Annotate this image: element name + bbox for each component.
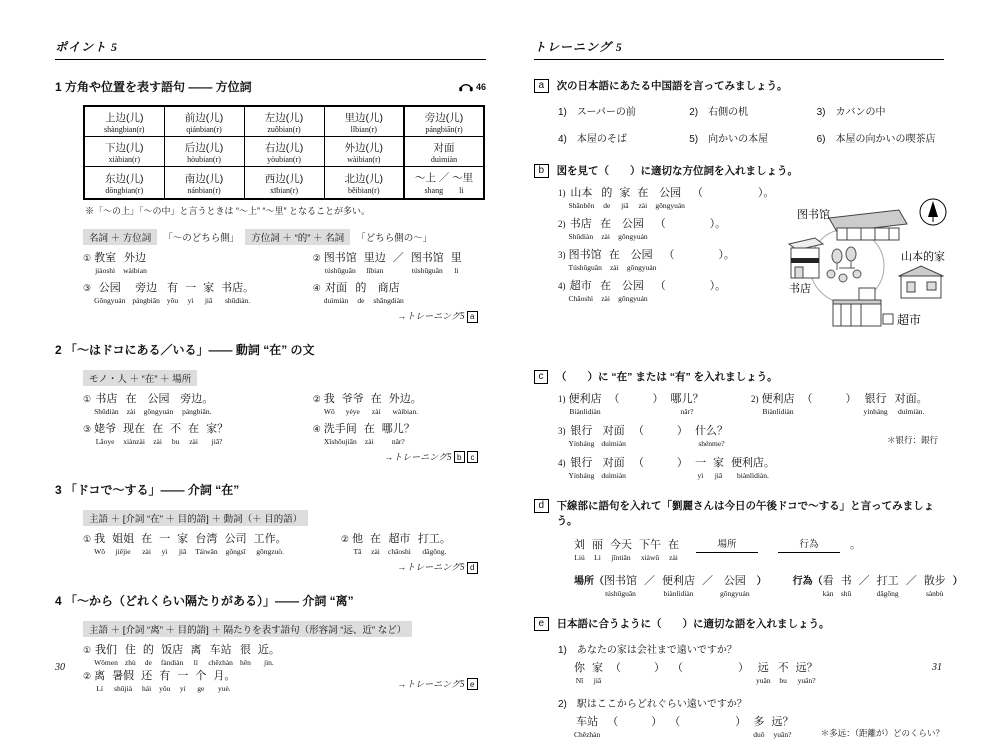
exercise-a-item: 2) 右側の机	[689, 107, 749, 118]
word-group: 图书馆 túshūguǎn	[323, 252, 357, 275]
word-group: 家 jiā	[177, 533, 189, 556]
word-group: 公园 gōngyuán	[626, 249, 657, 272]
audio-track	[458, 78, 486, 95]
direction-words-table	[83, 105, 485, 200]
section3-pattern-tags	[83, 510, 486, 526]
word-group: 在 zài	[188, 422, 200, 446]
exercise-a-header	[534, 78, 944, 93]
word-group: 公园 Gōngyuán	[94, 282, 126, 305]
boxed-letter: a	[467, 311, 478, 323]
exercise-e-item2	[558, 695, 944, 739]
word-group: 洗手间 Xǐshǒujiān	[323, 422, 357, 446]
example-sentence: ① 教室 jiàoshì 外边 wàibian	[83, 252, 147, 275]
word-group: 姥爷 Lǎoye	[94, 422, 117, 446]
map-label-supermarket: 超市	[897, 313, 922, 327]
page-left	[0, 0, 500, 693]
direction-word-cell: 左边(儿) zuǒbian(r)	[244, 106, 324, 137]
vocab-note: ＊多远：（距離が）どのくらい？	[820, 728, 944, 738]
word-group: 书店 Shūdiàn	[94, 392, 119, 416]
word-group: 公园 gōngyuán	[720, 575, 750, 598]
table-note: ※「～の上」「～の中」と言うときは “～上” “～里” となることが多い。	[85, 206, 370, 216]
word-group: 工作。 gōngzuò.	[253, 533, 287, 556]
section2-examples	[83, 392, 486, 448]
word-group: 书店 Shūdiàn	[568, 218, 594, 241]
exercise-a-items	[558, 103, 944, 145]
pattern-caption: 「～のどちら側」	[163, 233, 240, 244]
word-group: 打工 dǎgōng	[876, 575, 899, 598]
word-group: （ ）	[607, 716, 663, 728]
section3-title: 3 「ドコで～する」—— 介詞 “在”	[55, 483, 240, 497]
word-group: 一 yí	[177, 669, 189, 693]
page-right	[500, 0, 982, 739]
word-group: ／	[905, 575, 917, 587]
word-group: 打工。 dǎgōng.	[417, 533, 451, 556]
word-group: 图书馆 túshūguǎn	[410, 252, 444, 275]
word-group: 对面 duìmiàn	[323, 282, 349, 305]
word-group: 我 Wǒ	[94, 533, 106, 556]
page-header-point: ポイント 5	[55, 38, 486, 60]
blank-action: 行為	[778, 538, 840, 553]
word-group: ／	[644, 575, 655, 587]
training-ref: →トレーニング5 e	[55, 677, 478, 691]
audio-number: 46	[475, 81, 486, 92]
example-sentence: ④ 洗手间 Xǐshǒujiān 在 zài 哪儿？ nǎr?	[312, 422, 415, 446]
word-group: 对面。 duìmiàn.	[894, 393, 928, 416]
word-group: 爷爷 yéye	[341, 392, 364, 416]
page-header-training: トレーニング 5	[534, 38, 944, 60]
word-group: 还 hái	[141, 669, 153, 693]
word-group: （ ）	[632, 425, 688, 437]
word-group: 旁边。 pángbiān.	[180, 392, 214, 416]
section4-title-row	[55, 592, 486, 609]
exercise-letter-box: d	[534, 499, 549, 513]
exercise-d-options	[574, 574, 963, 598]
option-group-place: $^{場所(}$ 图书馆 túshūguǎn ／ 便利店 biànlìdiàn ／ 公园 gōngyuán ）	[574, 575, 767, 598]
boxed-letter: c	[467, 451, 478, 463]
exercise-d-prompt: 下線部に語句を入れて「劉麗さんは今日の午後ドコで～する」と言ってみましょう。	[556, 500, 935, 527]
pattern-tag: 名詞 ＋ 方位詞	[83, 229, 157, 245]
word-group: 什么？ shénme?	[694, 425, 728, 448]
bookstore-building	[789, 238, 823, 278]
word-group: 远 yuǎn	[756, 662, 771, 685]
example-sentence: ① 书店 Shūdiàn 在 zài 公园 gōngyuán 旁边。 pángbiān.	[83, 392, 214, 416]
pattern-tag: 主語 ＋ [介詞 “离” ＋ 目的語] ＋ 隔たりを表す語句（形容詞 “远、近” など）	[83, 621, 412, 637]
word-group: 在 zài	[369, 533, 381, 556]
word-group: 旁边 pángbiān	[132, 282, 160, 305]
word-group: 一 yì	[159, 533, 171, 556]
word-group: 姐姐 jiějie	[112, 533, 135, 556]
word-group: 散步 sànbù	[923, 575, 946, 598]
word-group: 公司 gōngsī	[224, 533, 247, 556]
word-group: （ ）	[672, 662, 749, 674]
word-group: 车站 Chēzhàn	[574, 716, 601, 739]
exercise-c-prompt: （ ）に “在” または “有” を入れましょう。	[556, 371, 778, 383]
section2-title: 2 「～はドコにある／いる」—— 動詞 “在” の文	[55, 342, 315, 357]
park-trees	[827, 247, 861, 282]
word-group: 在 zài	[600, 280, 612, 303]
word-group: 家 jiā	[712, 457, 724, 480]
word-group: 商店 shāngdiàn	[373, 282, 404, 305]
training-ref: →トレーニング5 d	[55, 560, 478, 574]
fill-blank-sentence	[574, 661, 944, 685]
word-group: 的 de	[601, 187, 613, 210]
direction-word-cell: 上边(儿) shàngbian(r)	[84, 106, 164, 137]
exercise-d-header	[534, 498, 944, 528]
library-building	[829, 210, 907, 240]
word-group: ／	[858, 575, 870, 587]
word-group: 公园 gōngyuán	[618, 218, 648, 241]
direction-word-cell: 里边(儿) lǐbian(r)	[324, 106, 404, 137]
word-group: 的 de	[142, 643, 154, 667]
section1-title: 1 方角や位置を表す語句 —— 方位詞	[55, 80, 252, 94]
option-group-action: $^{行為(}$ 看 kàn 书 shū ／ 打工 dǎgōng ／ 散步 sànbù ）	[792, 575, 963, 598]
word-group: 图书馆 túshūguǎn	[604, 575, 637, 598]
page-number-right: 31	[932, 662, 942, 673]
direction-word-cell: 南边(儿) nánbian(r)	[164, 167, 244, 200]
word-group: 离 lí	[190, 643, 202, 667]
word-group: 便利店。 biànlìdiàn.	[730, 457, 775, 480]
word-group: （ ）。	[663, 249, 735, 261]
word-group: ／	[702, 575, 713, 587]
japanese-prompt: 2) 駅はここからどれぐらい遠いですか？	[558, 699, 747, 710]
word-group: 书 shū	[840, 575, 852, 598]
word-group: （ ）。	[654, 218, 727, 230]
fill-blank-sentence: $^{3)}$ 图书馆 Túshūguǎn 在 zài 公园 gōngyuán （ ）。	[558, 249, 735, 272]
direction-word-cell: 旁边(儿) pángbiān(r)	[404, 106, 484, 137]
exercise-b-items	[534, 186, 781, 351]
word-group: 教室 jiàoshì	[94, 252, 117, 275]
word-group: 对面 duìmiàn	[601, 457, 626, 480]
map-label-bookstore: 书店	[789, 283, 812, 295]
exercise-b-header	[534, 163, 944, 178]
word-group: 银行 yínháng	[863, 393, 888, 416]
example-sentence: ① 我们 Wǒmen 住 zhù 的 de 饭店 fàndiàn 离 lí 车站 chēzhàn 很 hěn 近。 jìn.	[83, 643, 280, 667]
fill-blank-sentence: $^{1)}$ 山本 Shānběn 的 de 家 jiā 在 zài 公园 gōngyuán （ ）。	[558, 187, 775, 210]
map-label-house: 山本的家	[901, 251, 946, 263]
direction-word-cell: 后边(儿) hòubian(r)	[164, 137, 244, 167]
word-group: 银行 Yínháng	[568, 457, 595, 480]
exercise-a-item: 1) スーパーの前	[558, 107, 636, 118]
word-group: 有 yǒu	[166, 282, 179, 305]
exercise-b-prompt: 図を見て（ ）に適切な方位詞を入れましょう。	[556, 165, 799, 177]
boxed-letter: d	[467, 562, 478, 574]
word-group: 哪儿？ nǎr?	[670, 393, 704, 416]
exercise-c-row2: $^{3)}$ 银行 Yínháng 对面 duìmiàn （ ） 什么？ shénme? ＊银行：銀行	[558, 425, 938, 448]
exercise-a-item: 3) カバンの中	[816, 107, 886, 118]
example-sentence: ③ 姥爷 Lǎoye 现在 xiànzài 在 zài 不 bu 在 zài 家？ jiā?	[83, 422, 229, 446]
map-label-library: 图书馆	[797, 209, 831, 221]
word-group: 我们 Wǒmen	[94, 643, 118, 667]
direction-word-cell: 外边(儿) wàibian(r)	[324, 137, 404, 167]
word-group: （ ）	[610, 662, 665, 674]
boxed-letter: e	[467, 678, 478, 690]
word-group: 住 zhù	[124, 643, 136, 667]
section1-title-row	[55, 78, 486, 95]
section2-title-row	[55, 341, 486, 358]
blank-place: 場所	[696, 538, 758, 553]
section3-examples	[83, 532, 486, 558]
exercise-letter-box: b	[534, 164, 549, 178]
word-group: 有 yǒu	[159, 669, 171, 693]
direction-word-cell: 对面 duìmiàn	[404, 137, 484, 167]
direction-word-cell: 北边(儿) běibian(r)	[324, 167, 404, 200]
exercise-a-item: 6) 本屋の向かいの喫茶店	[816, 134, 936, 145]
word-group: 在 zài	[363, 422, 375, 446]
example-sentence: ① 我 Wǒ 姐姐 jiějie 在 zài 一 yì 家 jiā 台湾 Táiwān 公司 gōngsī 工作。 gōngzuò.	[83, 533, 287, 556]
compass-icon	[920, 199, 946, 225]
word-group: ／	[392, 252, 404, 264]
word-group: 书店。 shūdiàn.	[221, 282, 255, 305]
word-group: （ ）	[669, 716, 747, 728]
word-group: 台湾 Táiwān	[195, 533, 218, 556]
fill-blank-sentence: $^{2)}$ 书店 Shūdiàn 在 zài 公园 gōngyuán （ ）。	[558, 218, 727, 241]
fill-blank-sentence: $^{4)}$ 超市 Chāoshì 在 zài 公园 gōngyuán （ ）。	[558, 280, 727, 303]
section1-examples	[83, 251, 486, 307]
word-group: 车站 chēzhàn	[208, 643, 233, 667]
word-group: 便利店 biànlìdiàn	[662, 575, 695, 598]
park-map-illustration	[781, 186, 963, 351]
word-group: 不 bu	[170, 422, 182, 446]
word-group: 家 jiā	[619, 187, 631, 210]
word-group: 家？ jiā?	[206, 422, 229, 446]
sentence-period: 。	[850, 539, 861, 551]
japanese-prompt: 1) あなたの家は会社まで遠いですか？	[558, 645, 737, 656]
word-group: 他 Tā	[351, 533, 363, 556]
word-group: 近。 jìn.	[257, 643, 280, 667]
exercise-letter-box: c	[534, 370, 548, 384]
word-group: 在 zài	[668, 539, 679, 562]
exercise-c-row1	[558, 392, 944, 416]
direction-word-cell: ～上 ／ ～里 shang li	[404, 167, 484, 200]
training-ref: →トレーニング5 b c	[55, 450, 478, 464]
fill-blank-sentence: $^{2)}$ 便利店 Biànlìdiàn （ ） 银行 yínháng 对面。 duìmiàn.	[751, 393, 928, 416]
word-group: 在 zài	[141, 533, 153, 556]
word-group: 饭店 fàndiàn	[160, 643, 184, 667]
example-sentence: ② 图书馆 túshūguǎn 里边 lǐbian ／ 图书馆 túshūguǎn 里 li	[312, 252, 462, 275]
word-group: 很 hěn	[239, 643, 251, 667]
direction-word-cell: 西边(儿) xībian(r)	[244, 167, 324, 200]
example-sentence: ③ 公园 Gōngyuán 旁边 pángbiān 有 yǒu 一 yì 家 jiā 书店。 shūdiàn.	[83, 282, 255, 305]
word-group: 外边 wàibian	[123, 252, 147, 275]
supermarket-building	[833, 288, 893, 326]
exercise-b-body	[534, 186, 944, 351]
word-group: （ ）	[608, 393, 664, 405]
word-group: （ ）	[632, 457, 688, 469]
direction-word-cell: 东边(儿) dōngbian(r)	[84, 167, 164, 200]
pattern-tag: 主語 ＋ [介詞 “在” ＋ 目的語] ＋ 動詞（＋ 目的語）	[83, 510, 308, 526]
word-group: 暑假 shǔjià	[112, 669, 135, 693]
word-group: 山本 Shānběn	[568, 187, 595, 210]
word-group: 离 Lí	[94, 669, 106, 693]
direction-word-cell: 前边(儿) qiánbian(r)	[164, 106, 244, 137]
pattern-tag: 方位詞 ＋ “的” ＋ 名詞	[245, 229, 350, 245]
word-group: 看 kàn	[822, 575, 834, 598]
word-group: 多 duō	[753, 716, 765, 739]
section3-title-row	[55, 481, 486, 498]
word-group: 丽 Lì	[592, 539, 603, 562]
exercise-letter-box: e	[534, 617, 549, 631]
page-number-left: 30	[55, 662, 65, 673]
word-group: 图书馆 Túshūguǎn	[568, 249, 602, 272]
word-group: 一 yì	[694, 457, 706, 480]
training-ref: →トレーニング5 a	[55, 309, 478, 323]
exercise-c-header	[534, 369, 944, 384]
word-group: 银行 Yínháng	[568, 425, 595, 448]
word-group: 个 ge	[195, 669, 207, 693]
word-group: 外边。 wàibian.	[388, 392, 422, 416]
word-group: 远？ yuǎn?	[795, 662, 818, 685]
word-group: 公园 gōngyuán	[618, 280, 648, 303]
word-group: 哪儿？ nǎr?	[381, 422, 415, 446]
word-group: （ ）	[801, 393, 857, 405]
example-sentence: ② 我 Wǒ 爷爷 yéye 在 zài 外边。 wàibian.	[312, 392, 422, 416]
word-group: 便利店 Biànlìdiàn	[761, 393, 795, 416]
section4-pattern-tags	[83, 621, 486, 637]
word-group: 里边 lǐbian	[363, 252, 386, 275]
word-group: 在 zài	[600, 218, 612, 241]
word-group: 月。 yuè.	[213, 669, 236, 693]
section4-title: 4 「～から（どれくらい隔たりがある）」—— 介詞 “离”	[55, 593, 354, 608]
direction-word-cell: 右边(儿) yòubian(r)	[244, 137, 324, 167]
word-group: 在 zài	[125, 392, 137, 416]
section2-pattern-tags	[83, 370, 486, 386]
word-group: 在 zài	[637, 187, 649, 210]
exercise-a-item: 4) 本屋のそば	[558, 134, 627, 145]
exercise-e-prompt: 日本語に合うように（ ）に適切な語を入れましょう。	[556, 618, 830, 630]
word-group: 超市 chāoshì	[387, 533, 411, 556]
fill-blank-sentence: $^{1)}$ 便利店 Biànlìdiàn （ ） 哪儿？ nǎr?	[558, 393, 704, 416]
word-group: 家 jiā	[592, 662, 603, 685]
boxed-letter: b	[454, 451, 465, 463]
word-group: 的 de	[355, 282, 367, 305]
word-group: 现在 xiànzài	[123, 422, 146, 446]
word-group: 在 zài	[370, 392, 382, 416]
word-group: 家 jiā	[203, 282, 215, 305]
word-group: （ ）。	[654, 280, 727, 292]
word-group: 对面 duìmiàn	[601, 425, 626, 448]
word-group: 下午 xiàwǔ	[639, 539, 661, 562]
word-group: 我 Wǒ	[323, 392, 335, 416]
vocab-note: ＊银行：銀行	[886, 435, 938, 445]
word-group: 公园 gōngyuán	[143, 392, 174, 416]
word-group: 今天 jīntiān	[610, 539, 632, 562]
word-group: （ ）。	[691, 187, 775, 199]
exercise-d-sentence	[574, 538, 944, 562]
word-group: 你 Nǐ	[574, 662, 585, 685]
exercise-letter-box: a	[534, 79, 549, 93]
word-group: 在 zài	[152, 422, 164, 446]
exercise-c-row3: $^{4)}$ 银行 Yínháng 对面 duìmiàn （ ） 一 yì 家 jiā 便利店。 biànlìdiàn.	[558, 457, 775, 480]
word-group: 里 li	[450, 252, 462, 275]
direction-word-cell: 下边(儿) xiàbian(r)	[84, 137, 164, 167]
pattern-caption: 「どちら側の～」	[356, 233, 433, 244]
headphone-icon	[458, 78, 474, 95]
section1-pattern-tags	[83, 229, 486, 245]
word-group: 在 zài	[608, 249, 620, 272]
word-group: 便利店 Biànlìdiàn	[568, 393, 602, 416]
word-group: 公园 gōngyuán	[655, 187, 685, 210]
house-building	[899, 266, 943, 298]
example-sentence: ② 离 Lí 暑假 shǔjià 还 hái 有 yǒu 一 yí 个 ge 月。 yuè.	[83, 669, 236, 693]
exercise-a-prompt: 次の日本語にあたる中国語を言ってみましょう。	[556, 80, 788, 92]
example-sentence: ④ 对面 duìmiàn 的 de 商店 shāngdiàn	[312, 282, 404, 305]
exercise-e-header	[534, 616, 944, 631]
word-group: 刘 Liú	[574, 539, 585, 562]
exercise-e-item1	[558, 641, 944, 685]
pattern-tag: モノ・人 ＋ “在” ＋ 場所	[83, 370, 197, 386]
word-group: 一 yì	[185, 282, 197, 305]
exercise-a-item: 5) 向かいの本屋	[689, 134, 769, 145]
word-group: 不 bu	[777, 662, 789, 685]
example-sentence: ② 他 Tā 在 zài 超市 chāoshì 打工。 dǎgōng.	[340, 533, 451, 556]
word-group: 远？ yuǎn?	[771, 716, 794, 739]
word-group: 超市 Chāoshì	[568, 280, 594, 303]
